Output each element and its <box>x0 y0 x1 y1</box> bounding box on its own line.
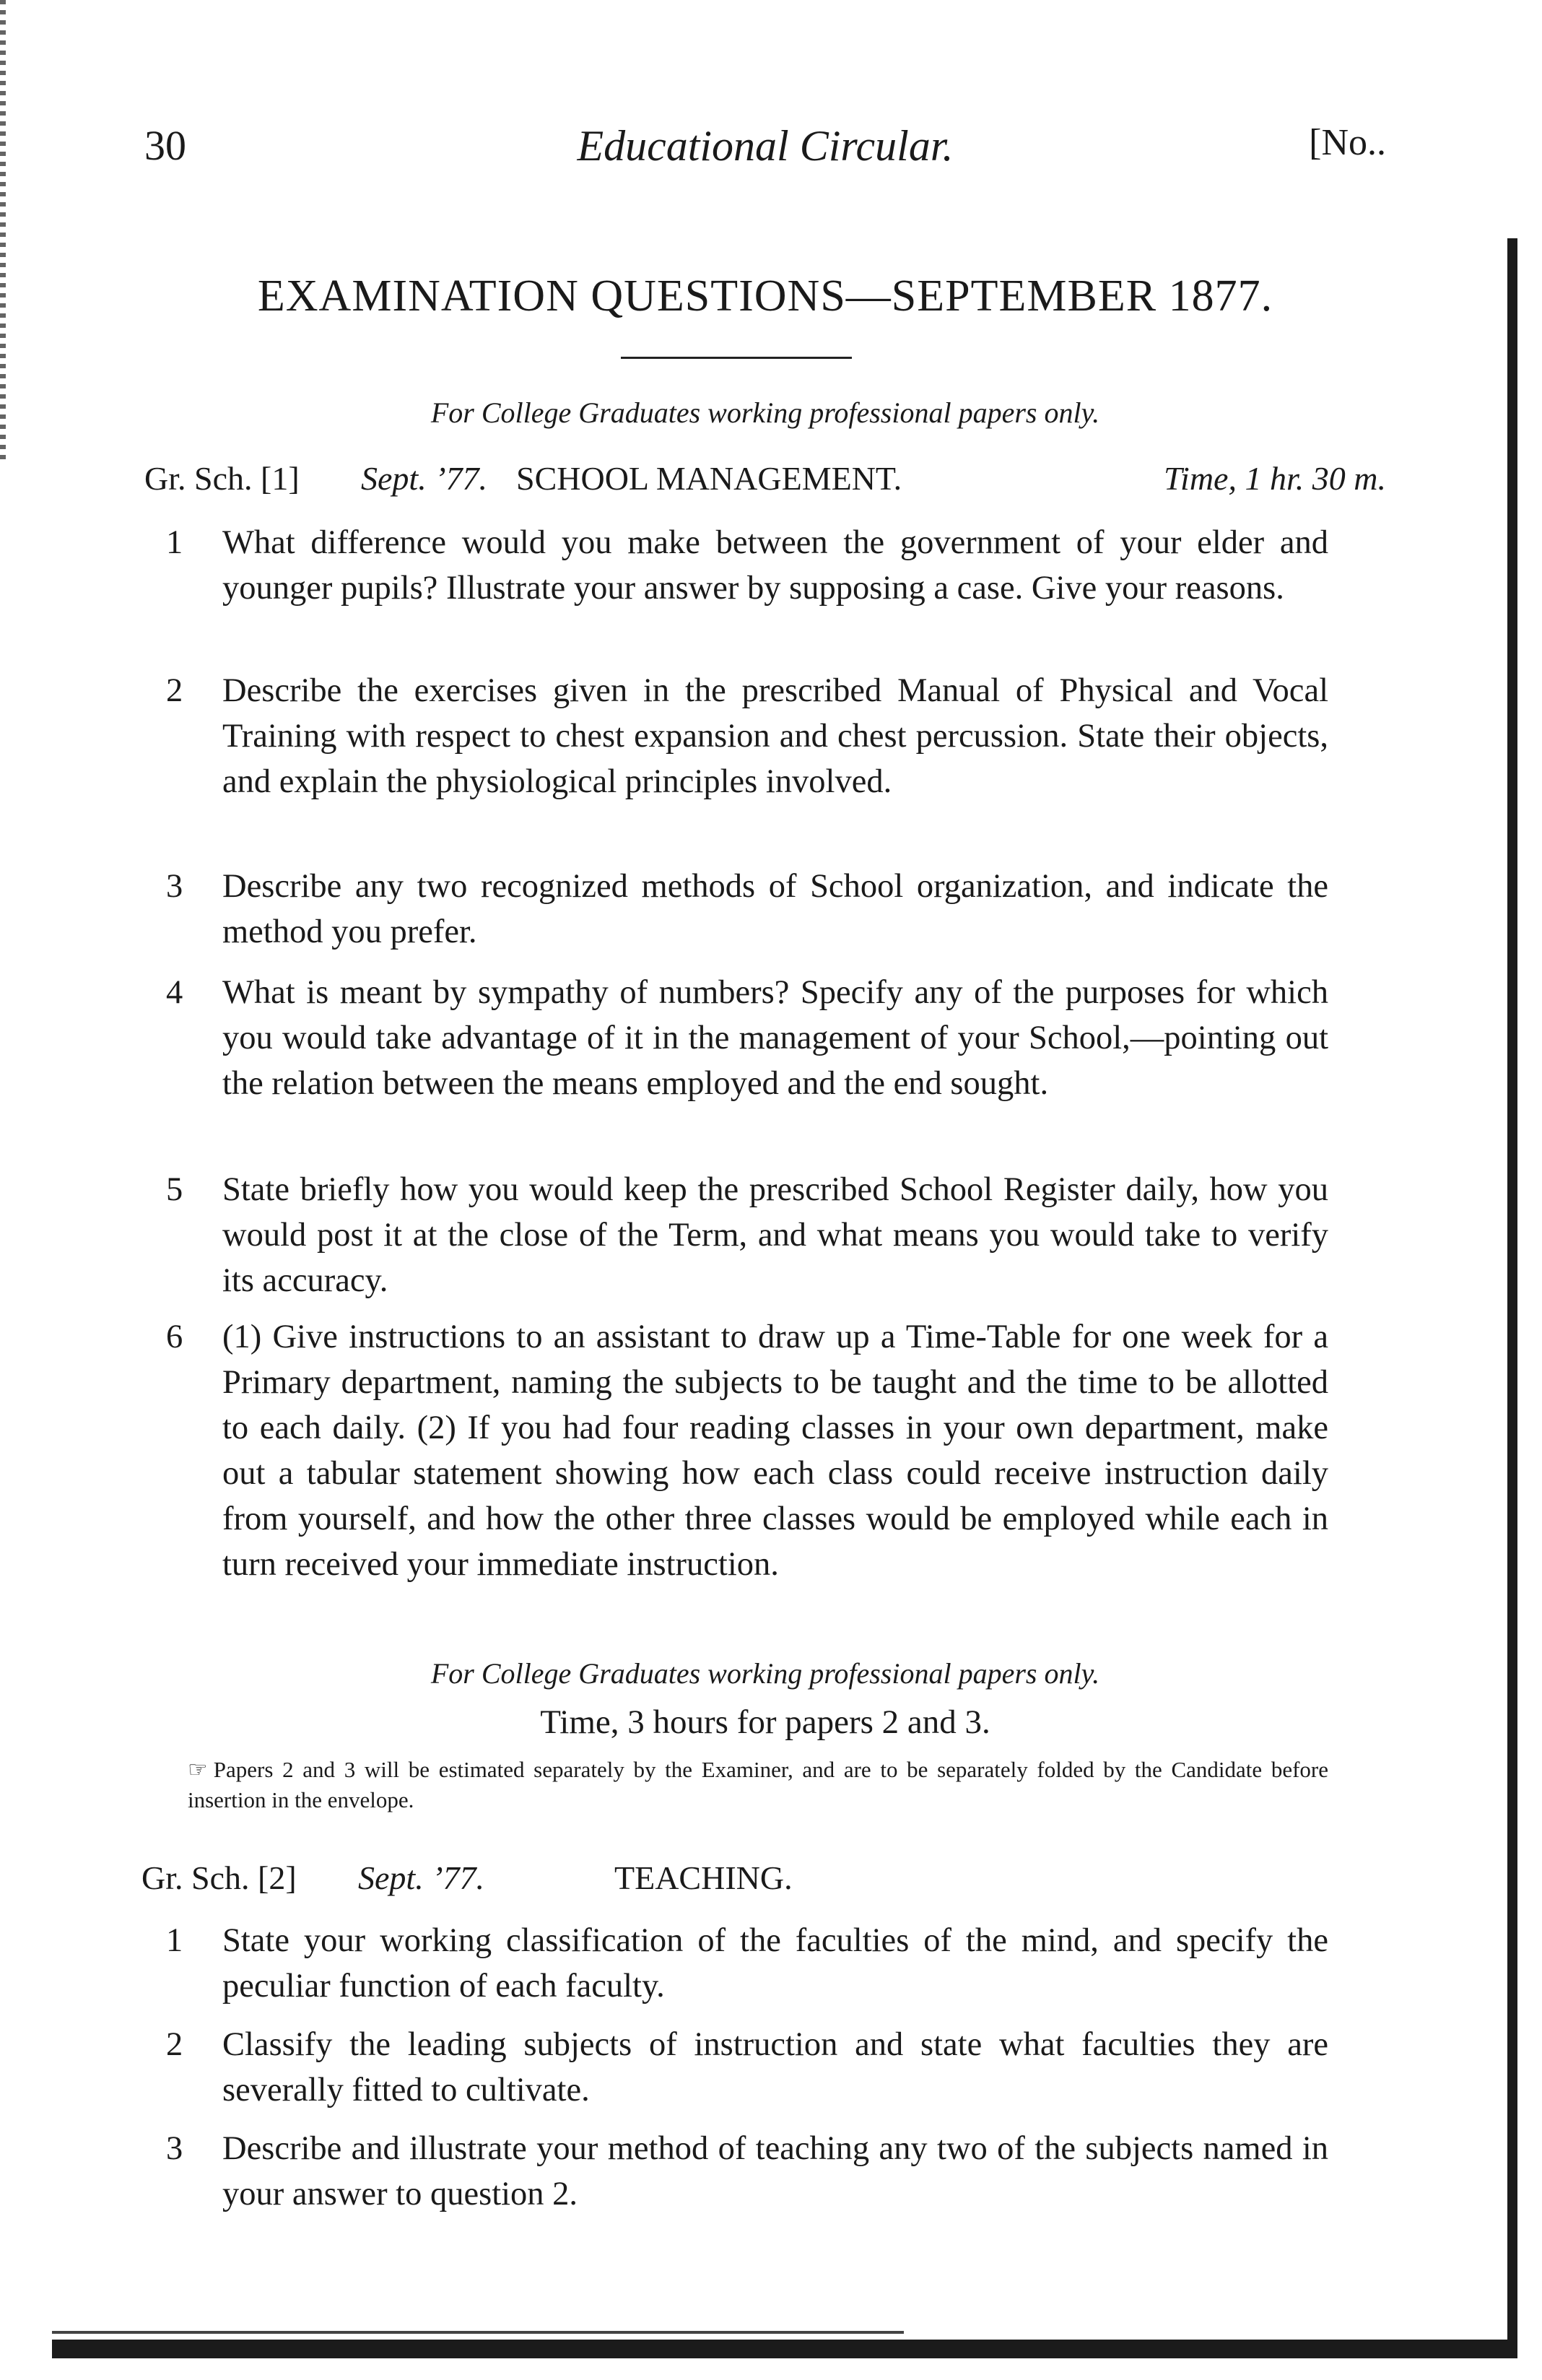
running-header <box>144 121 1386 186</box>
question-item <box>144 864 1328 955</box>
running-title: Educational Circular. <box>577 122 954 170</box>
question-text: What difference would you make between the government of your elder and younger pupils? Illustrate your answer by supposing a case. Give your reasons. <box>222 524 1328 607</box>
question-text: Describe the exercises given in the prescribed Manual of Physical and Vocal Training with respect to chest expansion and chest percussion. State their objects, and explain the physiological principles involved. <box>222 672 1328 800</box>
page-title: EXAMINATION QUESTIONS—SEPTEMBER 1877. <box>257 272 1273 321</box>
question-number: 3 <box>166 868 183 905</box>
question-item <box>144 520 1328 611</box>
paper-2-subject: TEACHING. <box>614 1859 793 1896</box>
scan-edge-bottom <box>52 2340 1517 2358</box>
papers-time-note: Time, 3 hours for papers 2 and 3. <box>540 1703 990 1741</box>
page-number: 30 <box>144 122 186 169</box>
question-number: 2 <box>166 672 183 709</box>
scan-edge-right <box>1507 238 1517 2354</box>
question-text: What is meant by sympathy of numbers? Specify any of the purposes for which you would take advantage of it in the management of your School,—pointing out the relation between the means employed and the end sought. <box>222 974 1328 1102</box>
question-number: 2 <box>166 2026 183 2063</box>
question-item <box>144 970 1328 1106</box>
paper-2-heading <box>141 1859 1383 1909</box>
question-item <box>144 2022 1328 2113</box>
question-item <box>144 1167 1328 1303</box>
question-text: Classify the leading subjects of instruction and state what faculties they are severally fitted to cultivate. <box>222 2026 1328 2108</box>
paper-2-note: For College Graduates working professional papers only. <box>430 1657 1100 1690</box>
paper-1-subject: SCHOOL MANAGEMENT. <box>516 460 902 497</box>
paper-1-heading <box>144 459 1386 510</box>
question-text: State your working classification of the faculties of the mind, and specify the peculiar function of each faculty. <box>222 1922 1328 2005</box>
paper-2-code: Gr. Sch. [2] <box>141 1859 297 1896</box>
question-number: 3 <box>166 2130 183 2167</box>
question-number: 1 <box>166 1922 183 1959</box>
question-item <box>144 2126 1328 2217</box>
scan-edge-left <box>0 0 6 462</box>
paper-1-note: For College Graduates working professional papers only. <box>430 396 1100 429</box>
scan-edge-bottom-rule <box>52 2331 904 2334</box>
issue-number: [No.. <box>1309 122 1386 163</box>
paper-1-time: Time, 1 hr. 30 m. <box>1164 460 1386 497</box>
paper-1-date: Sept. ’77. <box>361 460 488 497</box>
question-item <box>144 668 1328 804</box>
question-item <box>144 1314 1328 1587</box>
question-number: 6 <box>166 1319 183 1355</box>
title-divider <box>621 357 852 359</box>
paper-1-code: Gr. Sch. [1] <box>144 460 300 497</box>
pointing-hand-icon: ☞ <box>188 1757 208 1782</box>
question-text: (1) Give instructions to an assistant to draw up a Time-Table for one week for a Primary department, naming the subjects to be taught and the time to be allotted to each daily. (2) If you had four reading classes in your own department, make out a tabular statement showing how each class could receive instruction daily from yourself, and how the other three classes would be employed while each in turn received your immediate instruction. <box>222 1319 1328 1583</box>
question-number: 1 <box>166 524 183 561</box>
question-number: 5 <box>166 1171 183 1208</box>
footnote <box>188 1755 1328 1815</box>
footnote-text: Papers 2 and 3 will be estimated separately by the Examiner, and are to be separately folded by the Candidate before insertion in the envelope. <box>188 1757 1328 1812</box>
question-number: 4 <box>166 974 183 1011</box>
question-text: State briefly how you would keep the prescribed School Register daily, how you would post it at the close of the Term, and what means you would take to verify its accuracy. <box>222 1171 1328 1299</box>
question-item <box>144 1918 1328 2009</box>
question-text: Describe and illustrate your method of teaching any two of the subjects named in your answer to question 2. <box>222 2130 1328 2212</box>
question-text: Describe any two recognized methods of School organization, and indicate the method you prefer. <box>222 868 1328 950</box>
paper-2-date: Sept. ’77. <box>358 1859 485 1896</box>
